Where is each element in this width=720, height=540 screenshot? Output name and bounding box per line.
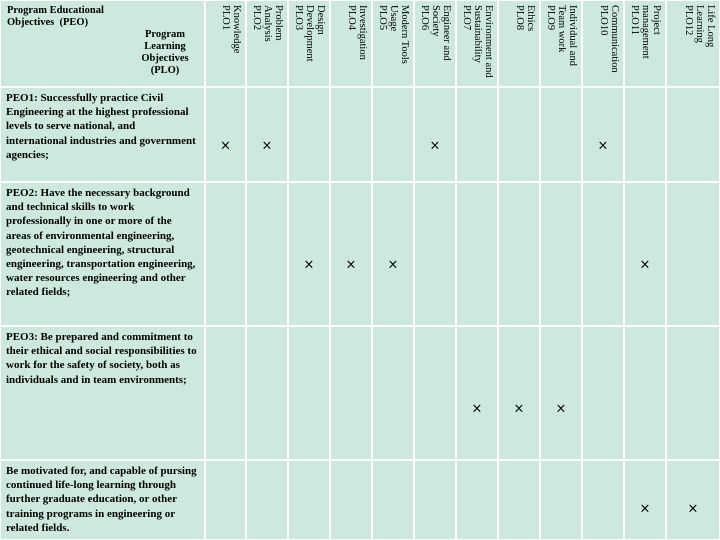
peo-row-label-2: PEO2: Have the necessary background and technical skills to work professionally in one or more of the areas of environmental engineering, geotechnical engineering, structural engineering, transportation engineering, water resources engineering and other related fields;: [0, 182, 205, 326]
matrix-cell: [205, 326, 246, 460]
plo-header-label: Communication PLO10: [598, 5, 620, 73]
matrix-cell: [456, 87, 498, 182]
plo-header-label: Project management PLO11: [629, 5, 662, 59]
peo-row-label-3: PEO3: Be prepared and commitment to their ethical and social responsibilities to work for the safety of society, both as individuals and in team environments;: [0, 326, 205, 460]
matrix-cell: [205, 87, 246, 182]
matrix-cell: [498, 460, 540, 540]
peo-row-label-4: Be motivated for, and capable of pursing continued life-long learning through further graduate education, or other training programs in engineering or related fields.: [0, 460, 205, 540]
matrix-cell: [288, 182, 330, 326]
mapping-mark: ×: [471, 401, 483, 417]
plo-header-label: Investigation PLO4: [346, 5, 368, 60]
matrix-cell: [205, 182, 246, 326]
peo-column-title: Program Educational Objectives (PEO): [7, 5, 104, 28]
matrix-cell: [246, 460, 288, 540]
matrix-cell: [372, 182, 414, 326]
matrix-cell: [582, 460, 624, 540]
mapping-mark: ×: [345, 257, 357, 273]
plo-header-label: Life Long Learning PLO12: [683, 5, 716, 48]
matrix-cell: [624, 326, 666, 460]
plo-header-label: Modern Tools Usage PLO5: [377, 5, 410, 64]
matrix-cell: [540, 182, 582, 326]
matrix-cell: [372, 460, 414, 540]
matrix-cell: [414, 182, 456, 326]
matrix-cell: [246, 182, 288, 326]
matrix-cell: [540, 460, 582, 540]
matrix-cell: [666, 460, 720, 540]
corner-header-cell: [0, 0, 205, 87]
plo-header-9: [540, 0, 582, 87]
plo-header-6: [414, 0, 456, 87]
matrix-cell: [624, 87, 666, 182]
matrix-cell: [372, 326, 414, 460]
peo-row-label-1: PEO1: Successfully practice Civil Engineering at the highest professional levels to serve national, and international industries and government agencies;: [0, 87, 205, 182]
plo-header-label: Knowledge PLO1: [220, 5, 242, 54]
matrix-cell: [540, 326, 582, 460]
plo-header-10: [582, 0, 624, 87]
matrix-cell: [666, 182, 720, 326]
matrix-cell: [414, 326, 456, 460]
plo-header-11: [624, 0, 666, 87]
matrix-cell: [666, 87, 720, 182]
mapping-mark: ×: [429, 138, 441, 154]
plo-header-3: [288, 0, 330, 87]
matrix-cell: [330, 87, 372, 182]
matrix-cell: [246, 326, 288, 460]
mapping-mark: ×: [687, 501, 699, 517]
matrix-cell: [246, 87, 288, 182]
matrix-cell: [372, 87, 414, 182]
plo-header-label: Design Development PLO3: [293, 5, 326, 62]
plo-header-8: [498, 0, 540, 87]
matrix-cell: [456, 460, 498, 540]
mapping-mark: ×: [387, 257, 399, 273]
mapping-mark: ×: [261, 138, 273, 154]
plo-header-label: Ethics PLO8: [514, 5, 536, 32]
plo-header-12: [666, 0, 720, 87]
mapping-mark: ×: [220, 138, 231, 154]
mapping-mark: ×: [513, 401, 525, 417]
plo-header-label: Individual and Team work PLO9: [545, 5, 578, 66]
matrix-cell: [288, 87, 330, 182]
matrix-cell: [414, 87, 456, 182]
mapping-mark: ×: [597, 138, 609, 154]
matrix-cell: [666, 326, 720, 460]
matrix-cell: [498, 87, 540, 182]
matrix-cell: [205, 460, 246, 540]
plo-header-label: Environment and Sustainability PLO7: [461, 5, 494, 78]
matrix-cell: [288, 326, 330, 460]
matrix-cell: [582, 87, 624, 182]
plo-header-2: [246, 0, 288, 87]
mapping-mark: ×: [303, 257, 315, 273]
mapping-mark: ×: [555, 401, 567, 417]
matrix-cell: [582, 326, 624, 460]
plo-header-1: [205, 0, 246, 87]
matrix-cell: [330, 182, 372, 326]
plo-header-label: Problem Analysis PLO2: [251, 5, 284, 42]
matrix-cell: [330, 326, 372, 460]
matrix-cell: [624, 182, 666, 326]
matrix-cell: [498, 182, 540, 326]
mapping-mark: ×: [639, 501, 651, 517]
plo-header-4: [330, 0, 372, 87]
matrix-cell: [330, 460, 372, 540]
matrix-cell: [582, 182, 624, 326]
matrix-cell: [414, 460, 456, 540]
matrix-cell: [456, 326, 498, 460]
plo-header-7: [456, 0, 498, 87]
matrix-cell: [624, 460, 666, 540]
plo-row-title: Program Learning Objectives (PLO): [141, 29, 189, 76]
plo-header-label: Engineer and Society PLO6: [419, 5, 452, 61]
matrix-cell: [540, 87, 582, 182]
matrix-cell: [288, 460, 330, 540]
mapping-mark: ×: [639, 257, 651, 273]
matrix-cell: [498, 326, 540, 460]
plo-header-5: [372, 0, 414, 87]
matrix-cell: [456, 182, 498, 326]
